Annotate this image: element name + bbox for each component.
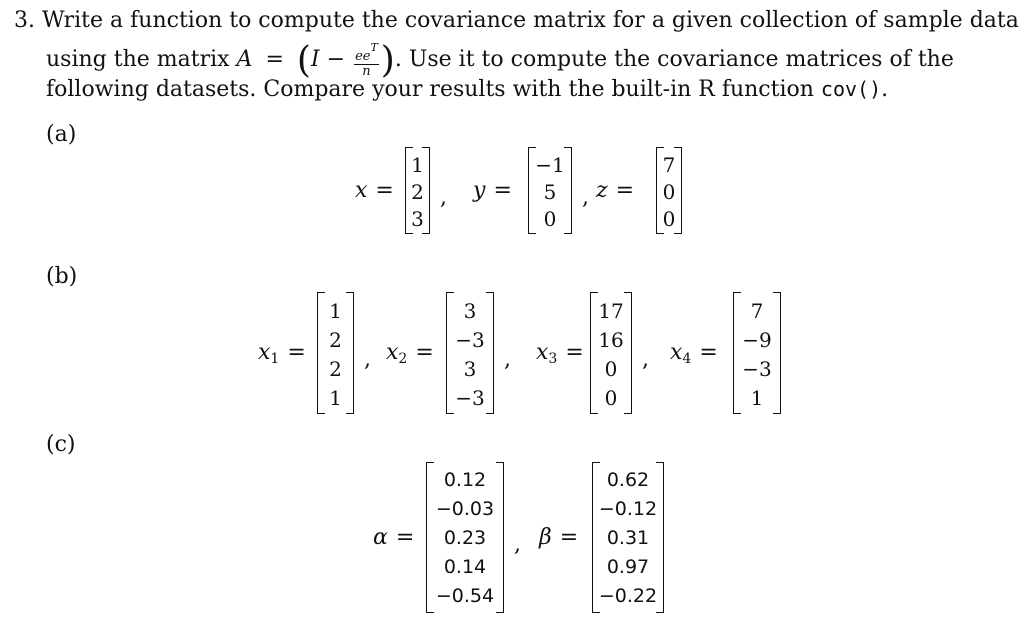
- column-vector-b-1: [317, 292, 354, 414]
- column-vector-b-3: [590, 292, 632, 414]
- vector-name: y: [473, 177, 486, 203]
- frac-numerator: ee: [355, 49, 371, 64]
- vector-name: β: [539, 524, 552, 550]
- vector-entry: 7: [750, 298, 764, 323]
- vector-subscript: 1: [270, 351, 280, 367]
- equals-sign: =: [415, 340, 434, 365]
- vector-entry: −9: [742, 327, 772, 352]
- vector-entry: −0.22: [598, 584, 658, 607]
- vector-b-4-label: [670, 340, 718, 367]
- vector-entry: 0.23: [443, 526, 487, 549]
- vector-name: z: [596, 177, 608, 203]
- vector-b-1-label: [258, 340, 306, 367]
- equals-sign: =: [375, 177, 394, 203]
- vector-a-3-label: [596, 178, 634, 203]
- vector-entry: 7: [662, 152, 676, 177]
- vector-c-2-label: [539, 525, 578, 550]
- vector-entry: 0: [662, 179, 676, 204]
- vector-name: x: [670, 340, 683, 365]
- vector-entry: −3: [742, 356, 772, 381]
- vector-name: x: [355, 177, 368, 203]
- problem-line-1: [14, 10, 1019, 32]
- vector-entry: 0.97: [606, 555, 650, 578]
- equals-sign: =: [565, 340, 584, 365]
- vector-entry: 3: [463, 356, 477, 381]
- vector-entry: 1: [329, 298, 342, 323]
- separator-comma: ,: [504, 347, 511, 372]
- vector-entry: −0.03: [435, 497, 495, 520]
- vector-entry: 3: [463, 298, 477, 323]
- column-vector-c-1: [426, 462, 504, 613]
- vector-entry: 0.62: [606, 468, 650, 491]
- equals-sign: =: [493, 177, 512, 203]
- column-vector-a-3: [656, 147, 682, 234]
- vector-a-1-label: [355, 178, 394, 203]
- vector-subscript: 3: [548, 351, 558, 367]
- vector-name: α: [373, 524, 388, 550]
- problem-number: 3.: [14, 8, 35, 33]
- matrix-a-symbol: A: [236, 47, 253, 73]
- equals-sign: =: [265, 47, 284, 73]
- vector-entry: −0.12: [598, 497, 658, 520]
- vector-entry: 0: [604, 356, 618, 381]
- problem-line-3: [46, 79, 888, 101]
- vector-entry: 2: [329, 356, 342, 381]
- problem-line-2: [46, 40, 954, 82]
- minus-sign: −: [326, 47, 346, 73]
- code-cov: cov(): [820, 77, 882, 101]
- vector-entry: 0.12: [443, 468, 487, 491]
- frac-transpose: T: [370, 41, 378, 54]
- identity-symbol: I: [310, 47, 320, 73]
- vector-entry: 0: [604, 385, 618, 410]
- vector-subscript: 2: [398, 351, 408, 367]
- equals-sign: =: [699, 340, 718, 365]
- vector-entry: −0.54: [435, 584, 495, 607]
- vector-entry: 2: [329, 327, 342, 352]
- fraction-eet-over-n: [354, 42, 379, 78]
- equals-sign: =: [287, 340, 306, 365]
- vector-a-2-label: [473, 178, 512, 203]
- problem-text-2-pre: using the matrix: [46, 47, 230, 73]
- column-vector-a-1: [405, 147, 430, 234]
- equals-sign: =: [559, 524, 579, 550]
- column-vector-b-2: [446, 292, 494, 414]
- vector-b-3-label: [536, 340, 584, 367]
- part-c-label: (c): [46, 432, 76, 457]
- separator-comma: ,: [514, 531, 521, 557]
- vector-entry: 0.31: [606, 526, 650, 549]
- vector-entry: 16: [598, 327, 624, 352]
- frac-denominator: n: [362, 63, 371, 79]
- vector-entry: −1: [535, 152, 565, 177]
- vector-c-1-label: [373, 525, 414, 550]
- separator-comma: ,: [364, 347, 371, 372]
- problem-text-2-post: . Use it to compute the covariance matrices of the: [394, 47, 954, 73]
- separator-comma: ,: [582, 184, 589, 210]
- vector-entry: −3: [455, 327, 485, 352]
- column-vector-c-2: [592, 462, 664, 613]
- vector-entry: 17: [598, 298, 624, 323]
- vector-name: x: [258, 340, 271, 365]
- right-paren: ): [380, 40, 395, 82]
- problem-text-3-pre: following datasets. Compare your results with the built-in R function: [46, 77, 814, 102]
- vector-entry: −3: [455, 385, 485, 410]
- problem-text-1: Write a function to compute the covariance matrix for a given collection of sample data: [42, 8, 1019, 33]
- part-b-label: (b): [46, 264, 78, 289]
- vector-entry: 0: [662, 206, 676, 231]
- vector-entry: 1: [750, 385, 764, 410]
- equals-sign: =: [615, 177, 635, 203]
- vector-entry: 0: [543, 206, 557, 231]
- vector-subscript: 4: [682, 351, 692, 367]
- vector-name: x: [536, 340, 549, 365]
- vector-entry: 0.14: [443, 555, 487, 578]
- vector-entry: 2: [411, 179, 424, 204]
- vector-entry: 1: [411, 152, 424, 177]
- problem-text-3-post: .: [881, 77, 889, 102]
- vector-name: x: [386, 340, 399, 365]
- left-paren: (: [296, 40, 311, 82]
- part-a-label: (a): [46, 122, 77, 147]
- equals-sign: =: [395, 524, 415, 550]
- separator-comma: ,: [440, 184, 447, 210]
- column-vector-a-2: [528, 147, 572, 234]
- column-vector-b-4: [733, 292, 781, 414]
- vector-entry: 1: [329, 385, 342, 410]
- vector-entry: 5: [543, 179, 557, 204]
- separator-comma: ,: [642, 347, 649, 372]
- vector-b-2-label: [386, 340, 434, 367]
- vector-entry: 3: [411, 206, 424, 231]
